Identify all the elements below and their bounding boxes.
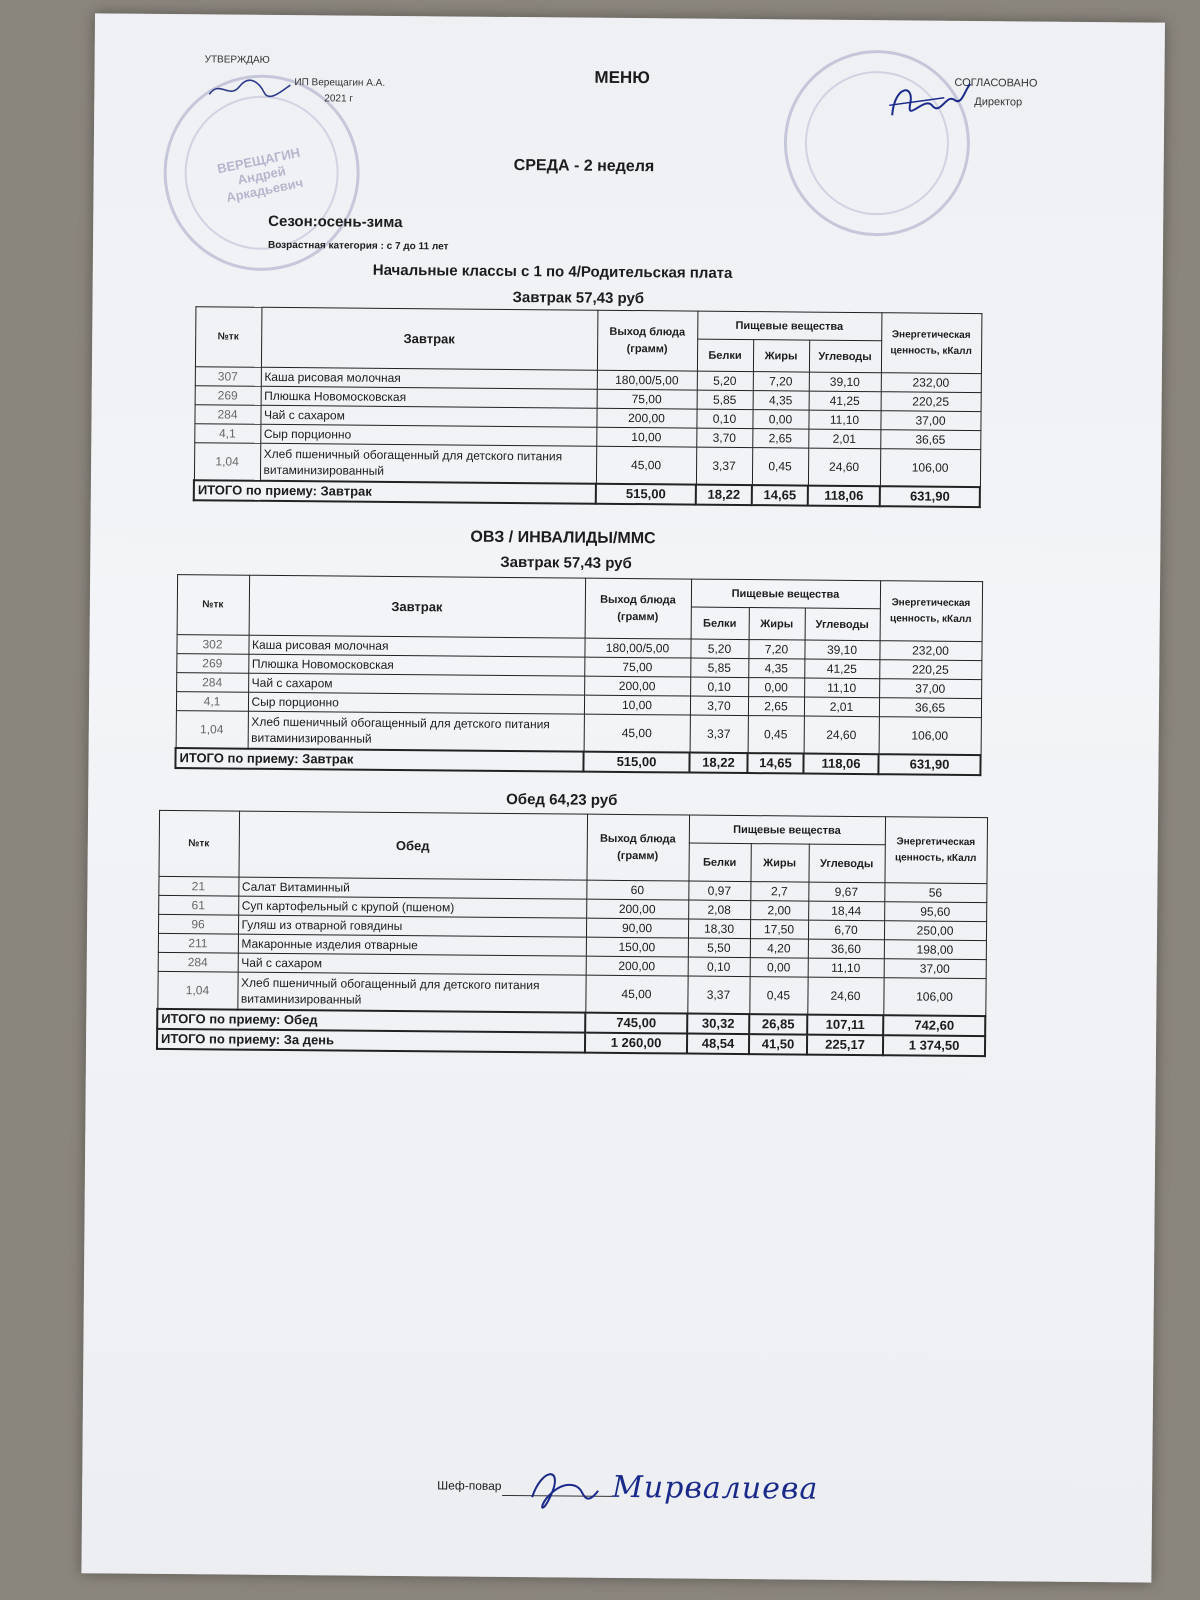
dish-yield: 60 [586,880,688,900]
approve-person: ИП Верещагин А.А. [294,77,386,89]
dish-carbs: 24,60 [804,716,879,754]
table1-caption: Завтрак 57,43 руб [512,288,645,308]
dish-carbs: 39,10 [804,640,879,660]
dish-protein: 3,70 [696,428,752,447]
dish-fat: 7,20 [748,640,804,659]
dish-energy: 37,00 [884,959,986,979]
dish-protein: 0,10 [696,409,752,428]
day-total-label: ИТОГО по приему: За день [157,1029,585,1053]
col-carbs-header: Углеводы [808,844,884,883]
dish-code: 269 [176,654,248,674]
col-protein-header: Белки [697,339,753,371]
dish-protein: 18,30 [688,919,750,939]
day-total-fat: 41,50 [749,1034,807,1055]
dish-code: 1,04 [176,711,248,749]
season-label: Сезон:осень-зима [268,212,403,232]
total-protein: 30,32 [687,1014,749,1035]
col-carbs-header: Углеводы [809,340,881,373]
dish-yield: 45,00 [584,714,690,752]
day-total-protein: 48,54 [687,1034,749,1055]
dish-yield: 10,00 [584,695,690,715]
dish-energy: 106,00 [879,717,981,755]
dish-carbs: 41,25 [809,391,881,411]
col-nutrients-header: Пищевые вещества [697,311,881,341]
dish-carbs: 6,70 [808,920,884,940]
dish-fat: 0,00 [748,678,804,697]
total-fat: 26,85 [749,1014,807,1035]
col-code-header: №тк [158,810,239,877]
dish-code: 284 [176,673,248,693]
dish-protein: 5,20 [697,371,753,390]
menu-document [81,13,1165,1582]
menu-title: МЕНЮ [594,67,650,88]
dish-carbs: 39,10 [809,372,881,392]
dish-fat: 0,45 [749,977,807,1015]
age-category-label: Возрастная категория : с 7 до 11 лет [267,239,449,253]
dish-energy: 36,65 [880,430,980,450]
dish-code: 4,1 [176,692,248,712]
total-yield: 515,00 [596,484,696,505]
dish-protein: 0,10 [688,957,750,977]
dish-code: 307 [195,367,261,387]
dish-energy: 106,00 [880,449,980,487]
dish-yield: 90,00 [586,918,688,938]
dish-name: Каша рисовая молочная [261,367,597,389]
total-carbs: 118,06 [803,754,878,775]
dish-code: 21 [158,876,238,896]
dish-yield: 45,00 [585,975,687,1013]
col-yield-header: Выход блюда (грамм) [585,578,692,639]
chef-label: Шеф-повар [437,1478,502,1493]
day-total-carbs: 225,17 [807,1035,883,1056]
dish-carbs: 11,10 [808,958,884,978]
dish-yield: 200,00 [586,956,688,976]
table3-caption: Обед 64,23 руб [506,790,618,809]
col-energy-header: Энергетическая ценность, кКалл [881,313,982,374]
col-protein-header: Белки [691,607,749,640]
dish-yield: 45,00 [596,446,696,484]
col-fat-header: Жиры [753,340,809,372]
col-meal-header: Обед [238,811,587,880]
dish-carbs: 2,01 [804,697,879,717]
col-meal-header: Завтрак [249,575,586,638]
dish-name: Хлеб пшеничный обогащенный для детского питания витаминизированный [248,711,584,751]
dish-yield: 200,00 [586,899,688,919]
col-protein-header: Белки [688,843,750,882]
dish-yield: 75,00 [597,389,697,409]
dish-yield: 180,00/5,00 [584,638,690,658]
dish-name: Каша рисовая молочная [248,635,584,657]
agreed-label: СОГЛАСОВАНО [954,76,1038,90]
breakfast-table-primary [193,306,983,508]
dish-fat: 2,65 [748,697,804,716]
total-label: ИТОГО по приему: Обед [157,1009,585,1033]
col-energy-header: Энергетическая ценность, кКалл [884,817,987,884]
total-carbs: 118,06 [808,486,880,507]
dish-carbs: 11,10 [804,678,879,698]
total-carbs: 107,11 [807,1015,883,1036]
total-yield: 515,00 [583,752,689,773]
dish-energy: 56 [884,883,986,903]
col-nutrients-header: Пищевые вещества [689,815,885,845]
col-carbs-header: Углеводы [805,608,880,641]
dish-code: 269 [195,386,261,406]
section2-title: ОВЗ / ИНВАЛИДЫ/ММС [470,528,656,548]
dish-code: 1,04 [157,971,237,1009]
total-yield: 745,00 [585,1013,687,1034]
dish-code: 1,04 [194,443,260,481]
dish-protein: 5,85 [697,390,753,409]
approve-label: УТВЕРЖДАЮ [204,54,270,66]
dish-protein: 5,50 [688,938,750,958]
dish-fat: 2,7 [750,882,808,902]
agreed-role: Директор [974,96,1023,109]
dish-code: 61 [158,895,238,915]
dish-name: Сыр порционно [248,692,584,714]
chef-signature-mark [522,1462,602,1513]
dish-fat: 17,50 [750,920,808,940]
section1-title: Начальные классы с 1 по 4/Родительская плата [372,261,733,282]
dish-name: Плюшка Новомосковская [261,386,597,408]
dish-protein: 3,70 [690,696,748,716]
dish-fat: 0,00 [752,410,808,429]
dish-name: Сыр порционно [260,424,596,446]
col-energy-header: Энергетическая ценность, кКалл [880,581,983,642]
dish-name: Суп картофельный с крупой (пшеном) [238,896,586,918]
dish-protein: 0,10 [690,677,748,697]
total-energy: 742,60 [883,1015,985,1036]
col-nutrients-header: Пищевые вещества [691,579,880,609]
breakfast-table-ovz [174,574,983,776]
total-protein: 18,22 [696,485,752,505]
dish-carbs: 24,60 [808,448,880,486]
dish-name: Чай с сахаром [238,953,586,975]
dish-energy: 250,00 [884,921,986,941]
dish-fat: 7,20 [753,372,809,391]
table2-caption: Завтрак 57,43 руб [500,553,632,573]
dish-fat: 4,20 [750,939,808,959]
dish-code: 211 [158,933,238,953]
dish-energy: 36,65 [879,698,981,718]
dish-carbs: 11,10 [808,410,880,430]
approve-year: 2021 г [324,93,354,105]
dish-code: 284 [158,952,238,972]
dish-yield: 75,00 [584,657,690,677]
dish-name: Салат Витаминный [238,877,586,899]
dish-fat: 0,00 [750,958,808,978]
col-fat-header: Жиры [750,844,808,883]
lunch-table [156,810,988,1057]
day-total-yield: 1 260,00 [585,1033,687,1054]
total-protein: 18,22 [689,753,747,774]
dish-yield: 150,00 [586,937,688,957]
dish-protein: 5,85 [690,658,748,678]
col-yield-header: Выход блюда (грамм) [597,310,698,371]
dish-name: Плюшка Новомосковская [248,654,584,676]
dish-energy: 220,25 [879,660,981,680]
director-signature [884,75,974,126]
dish-fat: 0,45 [752,448,808,486]
total-energy: 631,90 [878,754,980,775]
dish-protein: 3,37 [690,715,748,753]
col-yield-header: Выход блюда (грамм) [586,814,689,881]
total-fat: 14,65 [747,753,803,773]
col-fat-header: Жиры [749,608,805,640]
dish-protein: 0,97 [688,881,750,901]
dish-protein: 2,08 [688,900,750,920]
dish-energy: 198,00 [884,940,986,960]
approval-stamp-text: ВЕРЕЩАГИН Андрей Аркадьевич [215,144,305,206]
chef-signature: Мирвалиева [612,1469,819,1507]
approve-signature [204,74,294,105]
dish-fat: 4,35 [753,391,809,410]
dish-fat: 4,35 [748,659,804,678]
dish-carbs: 9,67 [808,882,884,902]
dish-code: 284 [194,405,260,425]
dish-energy: 220,25 [881,392,981,412]
dish-protein: 5,20 [690,639,748,659]
dish-carbs: 2,01 [808,429,880,449]
dish-carbs: 24,60 [807,977,883,1015]
dish-yield: 180,00/5,00 [597,370,697,390]
dish-fat: 0,45 [748,716,804,754]
dish-code: 4,1 [194,424,260,444]
dish-yield: 10,00 [596,427,696,447]
dish-carbs: 41,25 [804,659,879,679]
col-meal-header: Завтрак [261,307,598,370]
dish-name: Макаронные изделия отварные [238,934,586,956]
dish-code: 302 [176,635,248,655]
dish-protein: 3,37 [696,447,752,485]
dish-name: Чай с сахаром [260,405,596,427]
day-total-energy: 1 374,50 [883,1035,985,1056]
total-label: ИТОГО по приему: Завтрак [194,480,596,504]
dish-energy: 37,00 [880,411,980,431]
dish-carbs: 18,44 [808,901,884,921]
dish-name: Гуляш из отварной говядины [238,915,586,937]
dish-protein: 3,37 [687,976,749,1014]
dish-carbs: 36,60 [808,939,884,959]
col-code-header: №тк [177,575,250,636]
day-title: СРЕДА - 2 неделя [513,156,655,176]
dish-energy: 95,60 [884,902,986,922]
dish-energy: 106,00 [883,978,985,1016]
dish-yield: 200,00 [584,676,690,696]
dish-name: Чай с сахаром [248,673,584,695]
dish-yield: 200,00 [596,408,696,428]
total-energy: 631,90 [880,486,980,507]
dish-fat: 2,65 [752,429,808,448]
dish-fat: 2,00 [750,901,808,921]
dish-code: 96 [158,914,238,934]
dish-name: Хлеб пшеничный обогащенный для детского питания витаминизированный [260,443,596,483]
col-code-header: №тк [195,307,262,368]
total-fat: 14,65 [752,485,808,505]
dish-name: Хлеб пшеничный обогащенный для детского питания витаминизированный [237,972,585,1013]
total-label: ИТОГО по приему: Завтрак [175,748,583,772]
dish-energy: 37,00 [879,679,981,699]
dish-energy: 232,00 [879,641,981,661]
dish-energy: 232,00 [881,373,981,393]
